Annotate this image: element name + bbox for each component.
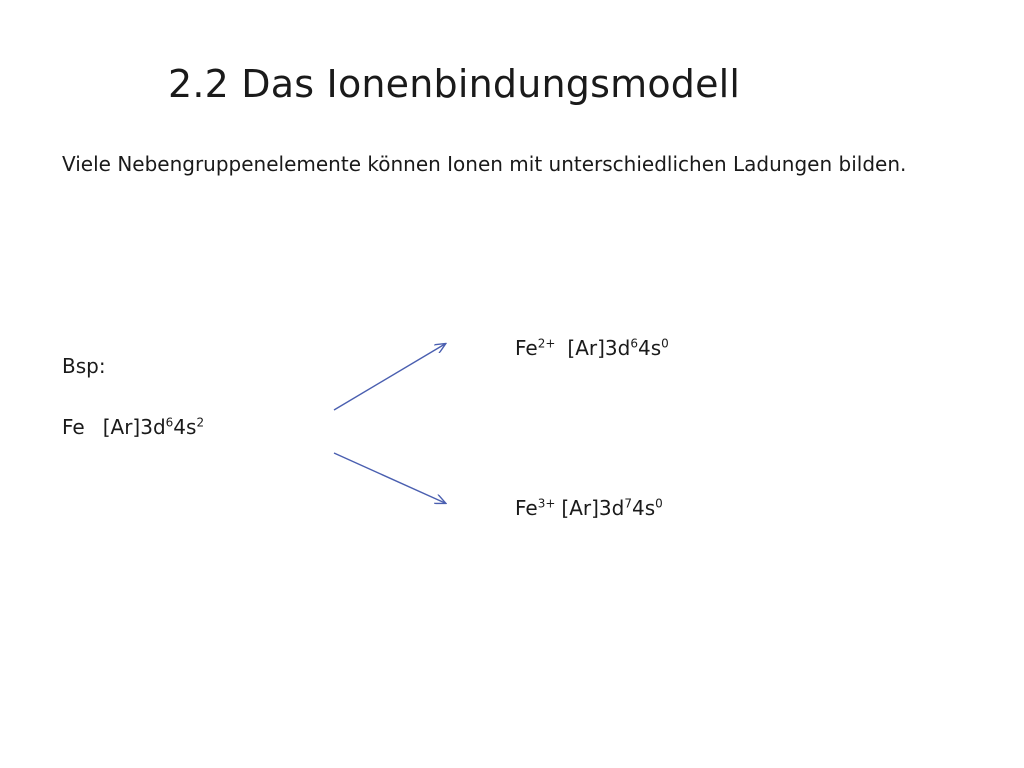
element-symbol: Fe — [515, 496, 538, 520]
fe-ground-state-config — [62, 415, 204, 439]
s-orbital: 4s — [632, 496, 656, 520]
arrow-to-fe3 — [334, 453, 445, 503]
slide-title: 2.2 Das Ionenbindungsmodell — [168, 62, 741, 106]
ion-charge: 2+ — [537, 336, 556, 351]
fe2-ion-config — [515, 336, 669, 360]
s-electron-count: 0 — [661, 336, 669, 351]
s-electron-count: 2 — [196, 415, 205, 430]
ion-charge: 3+ — [537, 496, 556, 511]
fe3-ion-config — [515, 496, 663, 520]
noble-gas-core: [Ar]3d — [567, 336, 631, 360]
intro-text: Viele Nebengruppenelemente können Ionen mit unterschiedlichen Ladungen bilden. — [62, 152, 907, 176]
element-symbol: Fe — [62, 415, 85, 439]
d-electron-count: 6 — [165, 415, 174, 430]
element-symbol: Fe — [515, 336, 538, 360]
noble-gas-core: [Ar]3d — [561, 496, 625, 520]
s-orbital: 4s — [638, 336, 662, 360]
d-electron-count: 7 — [624, 496, 632, 511]
d-electron-count: 6 — [630, 336, 638, 351]
s-orbital: 4s — [173, 415, 197, 439]
noble-gas-core: [Ar]3d — [102, 415, 166, 439]
example-label: Bsp: — [62, 354, 106, 378]
arrow-to-fe2 — [334, 344, 445, 410]
s-electron-count: 0 — [655, 496, 663, 511]
